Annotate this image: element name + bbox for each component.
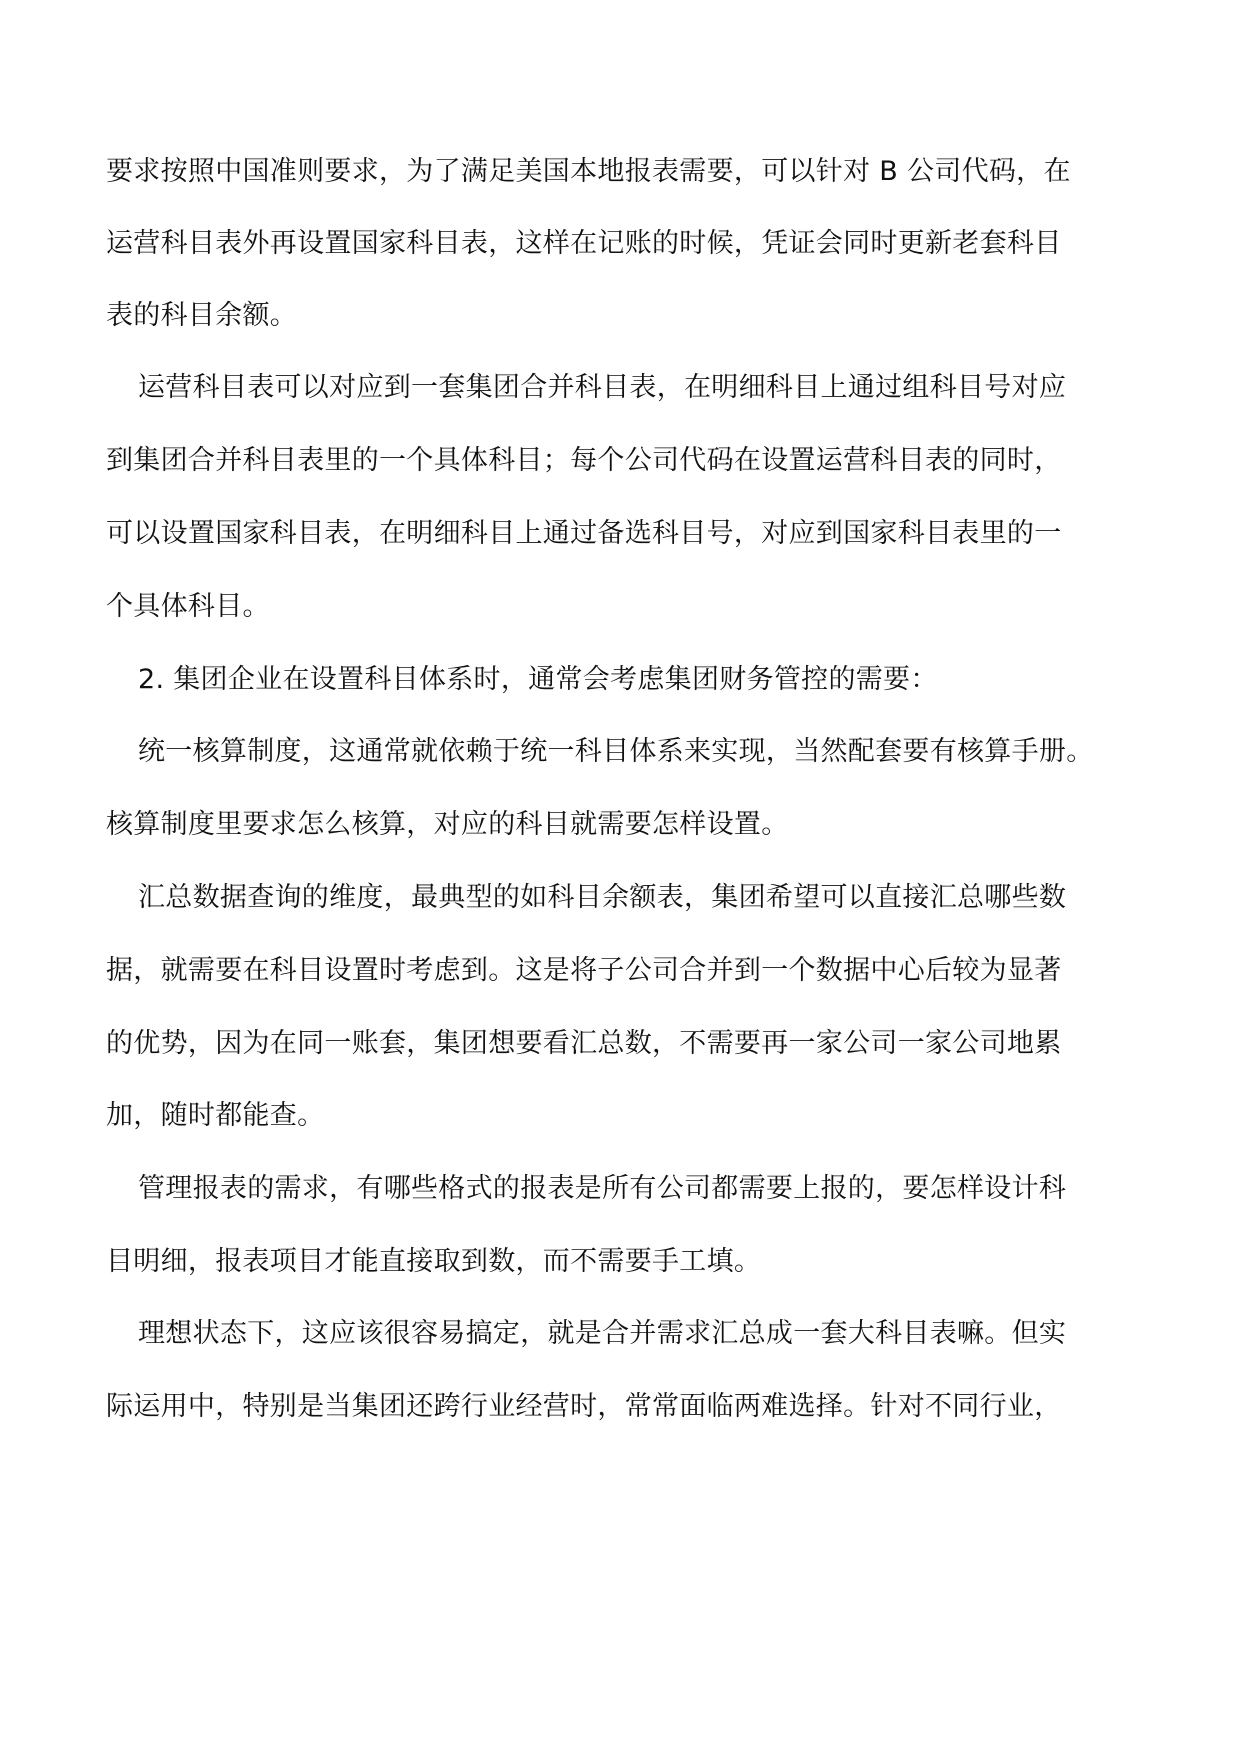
text-line: 到集团合并科目表里的一个具体科目；每个公司代码在设置运营科目表的同时， — [106, 445, 1062, 476]
text-line: 表的科目余额。 — [106, 300, 298, 331]
text-line: 运营科目表外再设置国家科目表，这样在记账的时候，凭证会同时更新老套科目 — [106, 228, 1062, 259]
text-line: 际运用中，特别是当集团还跨行业经营时，常常面临两难选择。针对不同行业， — [106, 1391, 1062, 1422]
text-line: 个具体科目。 — [106, 591, 270, 622]
text-line: 统一核算制度，这通常就依赖于统一科目体系来实现，当然配套要有核算手册。 — [138, 736, 1094, 767]
text-line: 运营科目表可以对应到一套集团合并科目表，在明细科目上通过组科目号对应 — [138, 372, 1067, 403]
text-line: 管理报表的需求，有哪些格式的报表是所有公司都需要上报的，要怎样设计科 — [138, 1173, 1067, 1204]
text-line: 2. 集团企业在设置科目体系时，通常会考虑集团财务管控的需要： — [138, 664, 938, 695]
text-line: 汇总数据查询的维度，最典型的如科目余额表，集团希望可以直接汇总哪些数 — [138, 882, 1067, 913]
text-line: 可以设置国家科目表，在明细科目上通过备选科目号，对应到国家科目表里的一 — [106, 518, 1062, 549]
text-line: 核算制度里要求怎么核算，对应的科目就需要怎样设置。 — [106, 809, 789, 840]
text-line: 的优势，因为在同一账套，集团想要看汇总数，不需要再一家公司一家公司地累 — [106, 1028, 1062, 1059]
text-line: 目明细，报表项目才能直接取到数，而不需要手工填。 — [106, 1246, 762, 1277]
text-line: 加，随时都能查。 — [106, 1100, 325, 1131]
text-line: 据，就需要在科目设置时考虑到。这是将子公司合并到一个数据中心后较为显著 — [106, 955, 1062, 986]
text-line: 理想状态下，这应该很容易搞定，就是合并需求汇总成一套大科目表嘛。但实 — [138, 1318, 1067, 1349]
text-line: 要求按照中国准则要求，为了满足美国本地报表需要，可以针对 B 公司代码，在 — [106, 156, 1071, 187]
